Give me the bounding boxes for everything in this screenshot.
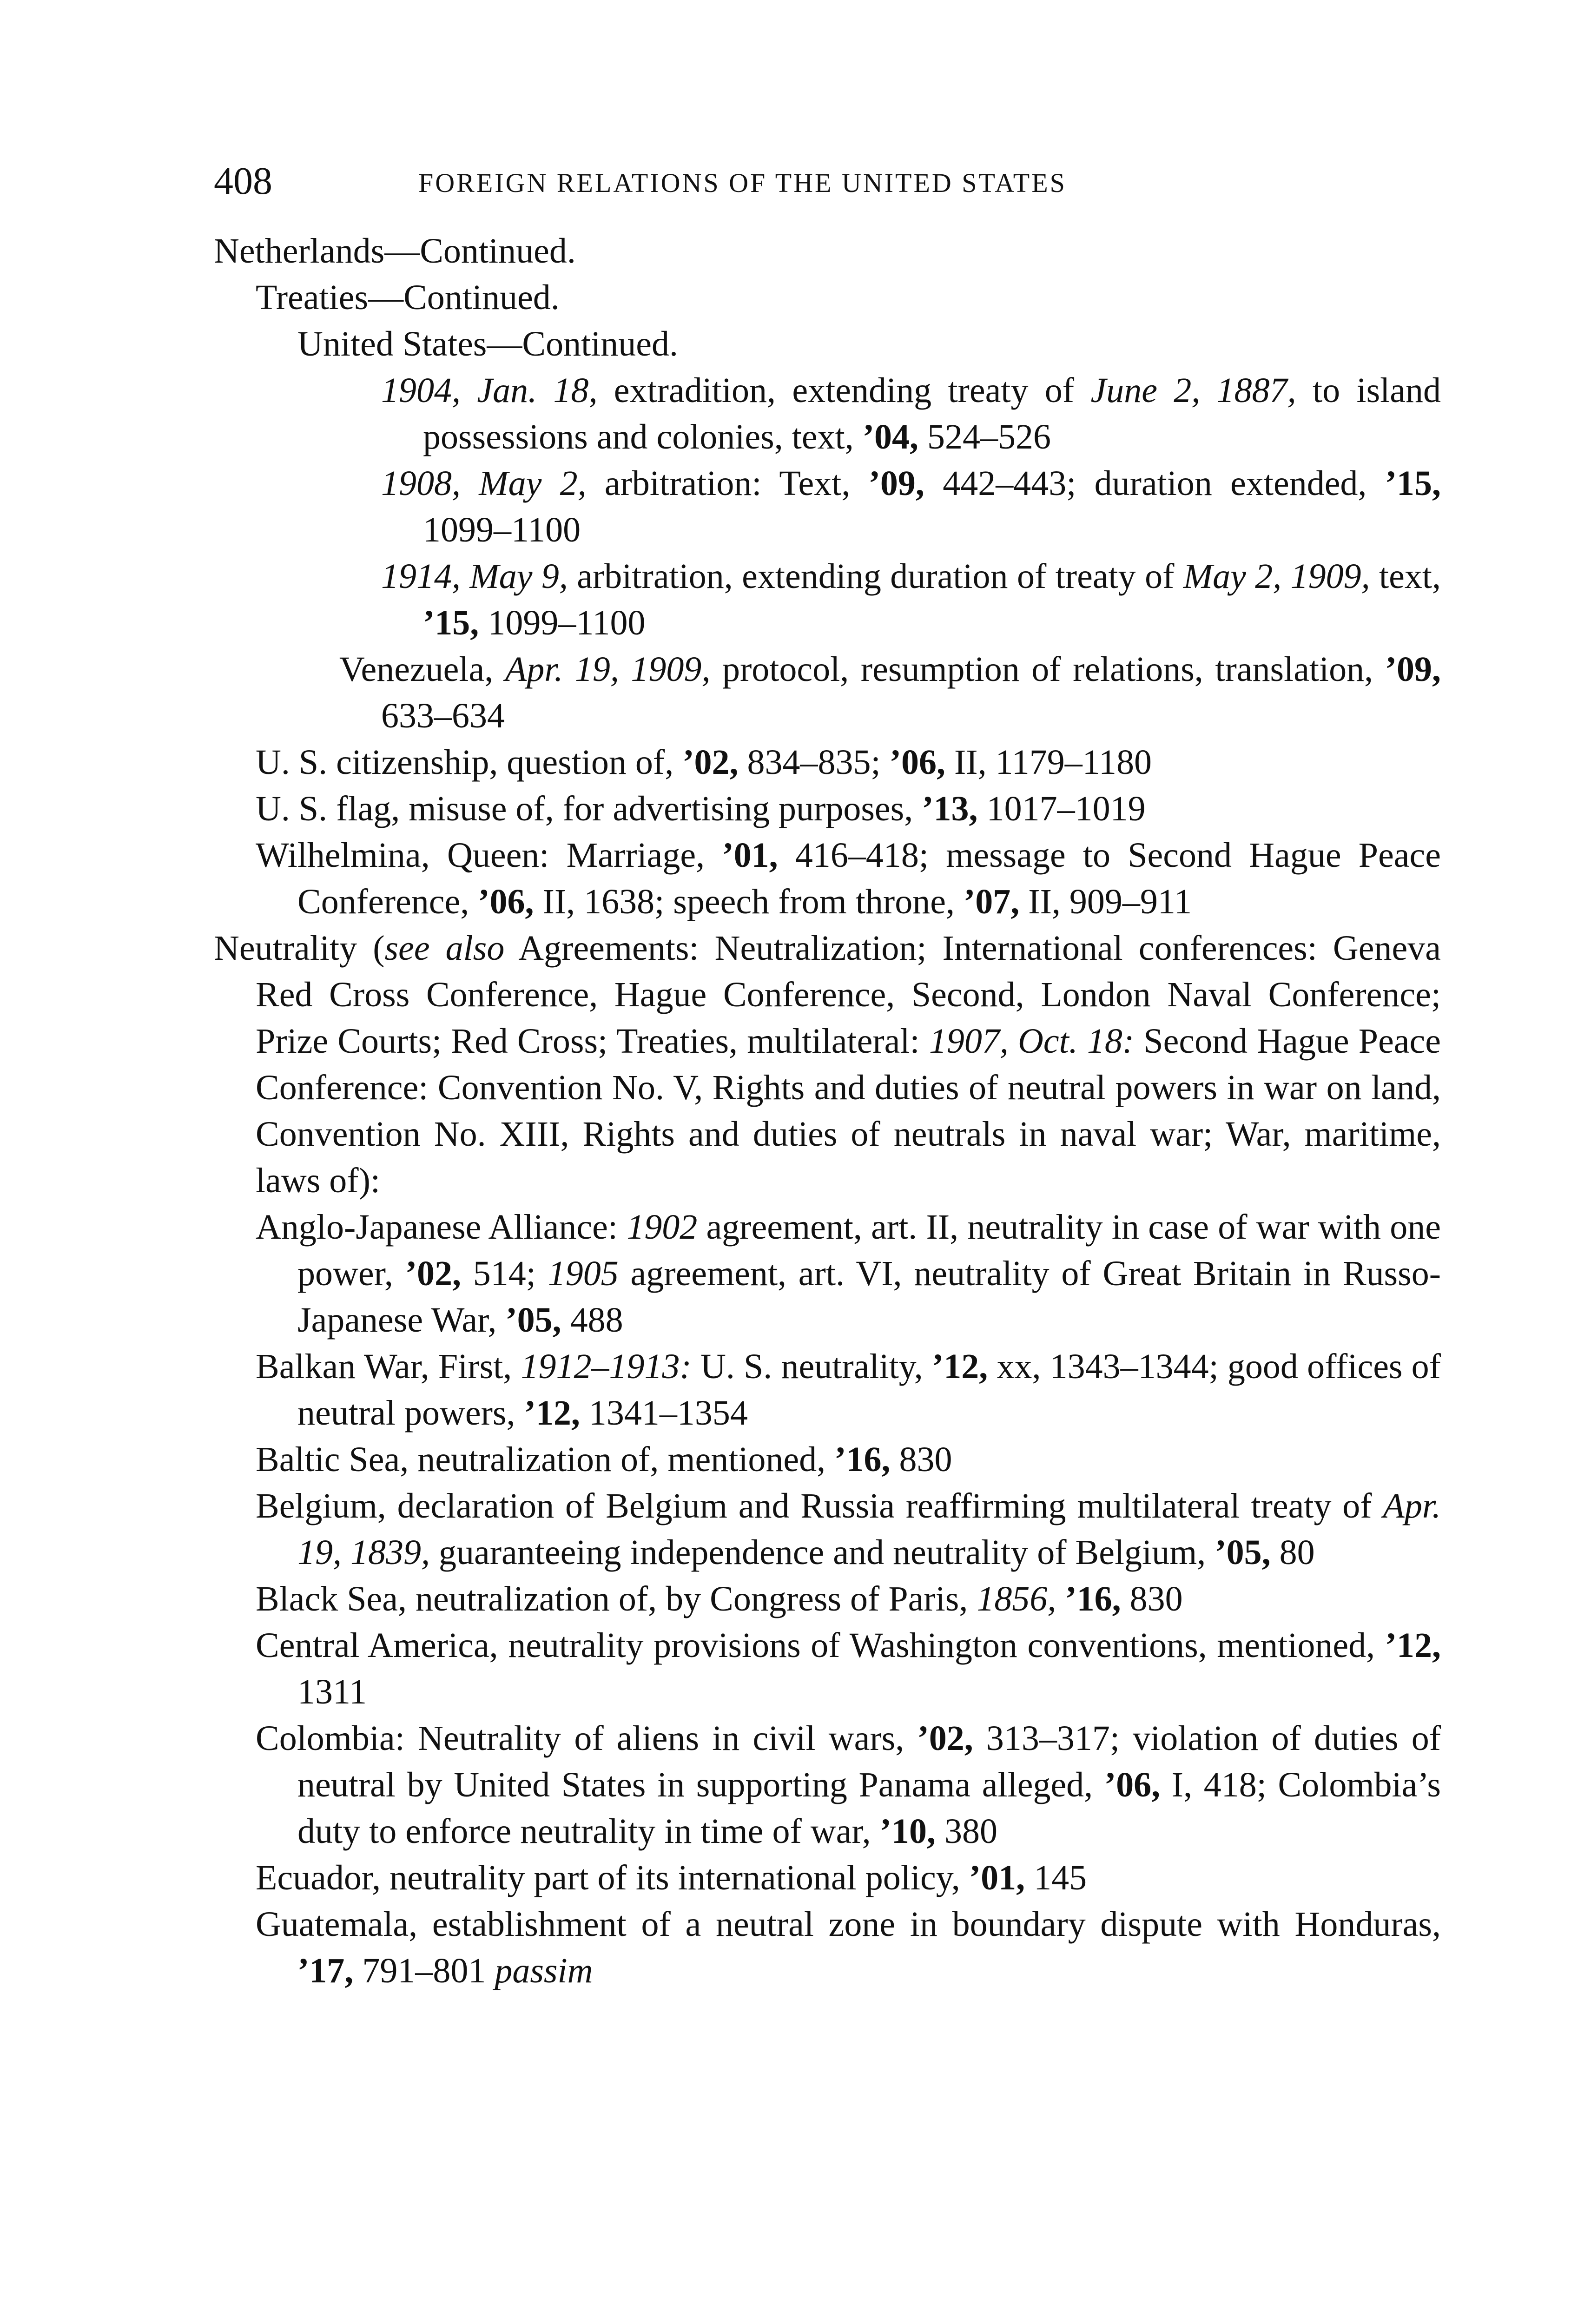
entry-text: 633–634 — [381, 696, 505, 735]
entry-text: Central America, neutrality provisions of Washington conventions, mentioned, — [256, 1626, 1385, 1665]
entry-year-ref: ’06, — [1104, 1765, 1161, 1804]
entry-text: United States—Continued. — [297, 324, 679, 363]
index-entry — [214, 1855, 1441, 1901]
entry-text: Ecuador, neutrality part of its international policy, — [256, 1858, 969, 1897]
entry-text: II, 909–911 — [1019, 882, 1192, 921]
entry-year-ref: ’06, — [889, 743, 945, 782]
entry-text: to island possessions and colonies, text, — [423, 371, 1441, 456]
entry-year-ref: ’12, — [524, 1393, 580, 1433]
entry-text: 834–835; — [738, 743, 890, 782]
entry-year-ref: ’09, — [1385, 650, 1441, 689]
entry-text: text, — [1370, 557, 1441, 596]
entry-text: 416–418; message to Second Hague Peace Conference, — [297, 836, 1441, 921]
page-number: 408 — [214, 159, 272, 203]
index-entry — [214, 832, 1441, 925]
entry-year-ref: ’02, — [405, 1254, 461, 1293]
entry-year-ref: ’10, — [879, 1812, 936, 1851]
entry-year-ref: ’02, — [917, 1719, 973, 1758]
entry-italic-text: 1907, Oct. 18: — [929, 1022, 1135, 1061]
entry-text: Netherlands—Continued. — [214, 231, 576, 271]
index-body — [214, 228, 1441, 1994]
index-entry — [214, 925, 1441, 1204]
entry-year-ref: ’15, — [1385, 464, 1441, 503]
entry-year-ref: ’02, — [682, 743, 739, 782]
page-header — [214, 158, 1441, 209]
index-entry — [214, 739, 1441, 786]
entry-italic-text: see also — [384, 929, 505, 968]
entry-italic-text: May 2, 1909, — [1183, 557, 1370, 596]
entry-text: Treaties—Continued. — [256, 278, 560, 317]
entry-text: U. S. flag, misuse of, for advertising purposes, — [256, 789, 922, 828]
entry-text: Belgium, declaration of Belgium and Russia reaffirming multilateral treaty of — [256, 1486, 1383, 1525]
entry-text: 1311 — [297, 1672, 367, 1711]
entry-italic-text: 1908, May 2, — [381, 464, 587, 503]
entry-year-ref: ’12, — [931, 1347, 988, 1386]
index-entry — [214, 367, 1441, 460]
index-entry — [214, 786, 1441, 832]
entry-italic-text: passim — [495, 1951, 593, 1990]
entry-text: Wilhelmina, Queen: Marriage, — [256, 836, 722, 875]
entry-text: 313–317; violation of duties of neutral by United States in supporting Panama alleged, — [297, 1719, 1441, 1804]
entry-text: Guatemala, establishment of a neutral zone in boundary dispute with Honduras, — [256, 1905, 1441, 1944]
entry-year-ref: ’17, — [297, 1951, 354, 1990]
entry-text: 488 — [561, 1301, 623, 1340]
index-entry — [214, 460, 1441, 553]
index-entry — [214, 1343, 1441, 1436]
index-entry — [214, 1204, 1441, 1343]
entry-year-ref: ’01, — [722, 836, 778, 875]
entry-year-ref: ’07, — [963, 882, 1020, 921]
entry-text: 514; — [461, 1254, 548, 1293]
index-entry — [214, 1576, 1441, 1622]
index-entry — [214, 553, 1441, 646]
index-entry — [214, 646, 1441, 739]
entry-text: Second Hague Peace Conference: Convention No. V, Rights and duties of neutral powers in war on land, Convention No. XIII, Rights and duties of neutrals in naval war; War, maritime, laws of): — [256, 1022, 1441, 1200]
entry-year-ref: ’06, — [478, 882, 534, 921]
entry-italic-text: Apr. 19, 1839, — [297, 1486, 1441, 1572]
entry-text: Anglo-Japanese Alliance: — [256, 1208, 627, 1247]
entry-text — [1056, 1579, 1065, 1618]
entry-text: 80 — [1270, 1533, 1315, 1572]
entry-text: 1099–1100 — [479, 603, 646, 642]
entry-year-ref: ’15, — [423, 603, 479, 642]
index-heading — [214, 321, 1441, 367]
entry-text: xx, 1343–1344; good offices of neutral powers, — [297, 1347, 1441, 1433]
entry-italic-text: June 2, 1887, — [1090, 371, 1296, 410]
entry-text: arbitration, extending duration of treaty of — [568, 557, 1183, 596]
entry-text: 1017–1019 — [977, 789, 1146, 828]
entry-text: agreement, art. VI, neutrality of Great Britain in Russo-Japanese War, — [297, 1254, 1441, 1340]
entry-text: 1341–1354 — [580, 1393, 748, 1433]
entry-text: Black Sea, neutralization of, by Congress of Paris, — [256, 1579, 977, 1618]
entry-text: 830 — [1121, 1579, 1183, 1618]
entry-text: Baltic Sea, neutralization of, mentioned, — [256, 1440, 835, 1479]
entry-text: protocol, resumption of relations, translation, — [710, 650, 1385, 689]
entry-text: II, 1638; speech from throne, — [534, 882, 964, 921]
entry-text: 380 — [935, 1812, 997, 1851]
entry-italic-text: 1902 — [627, 1208, 698, 1247]
entry-year-ref: ’04, — [862, 417, 919, 456]
entry-italic-text: Apr. 19, 1909, — [505, 650, 711, 689]
index-entry — [214, 1901, 1441, 1994]
entry-italic-text: 1905 — [548, 1254, 619, 1293]
entry-year-ref: ’16, — [1065, 1579, 1121, 1618]
index-entry — [214, 1622, 1441, 1715]
entry-text: guaranteeing independence and neutrality of Belgium, — [430, 1533, 1215, 1572]
index-entry — [214, 1715, 1441, 1855]
index-heading — [214, 228, 1441, 274]
entry-year-ref: ’13, — [922, 789, 978, 828]
entry-text: arbitration: Text, — [586, 464, 869, 503]
entry-italic-text: 1904, Jan. 18, — [381, 371, 598, 410]
entry-italic-text: 1914, May 9, — [381, 557, 568, 596]
index-page — [214, 158, 1441, 1994]
index-entry — [214, 1483, 1441, 1576]
entry-text: Venezuela, — [339, 650, 505, 689]
entry-text: I, 418; Colombia’s duty to enforce neutrality in time of war, — [297, 1765, 1441, 1851]
entry-year-ref: ’05, — [1215, 1533, 1271, 1572]
entry-italic-text: 1912–1913: — [521, 1347, 692, 1386]
entry-text: Agreements: Neutralization; International conferences: Geneva Red Cross Conference, Hague Conference, Second, London Naval Conference; Prize Courts; Red Cross; Treaties, multilateral: — [256, 929, 1441, 1061]
entry-year-ref: ’01, — [969, 1858, 1025, 1897]
entry-text: 442–443; duration extended, — [924, 464, 1385, 503]
entry-text: Colombia: Neutrality of aliens in civil wars, — [256, 1719, 918, 1758]
entry-text: U. S. neutrality, — [691, 1347, 932, 1386]
entry-text: Neutrality ( — [214, 929, 385, 968]
entry-text: 791–801 — [353, 1951, 495, 1990]
entry-year-ref: ’16, — [834, 1440, 891, 1479]
running-head: FOREIGN RELATIONS OF THE UNITED STATES — [418, 168, 1067, 198]
entry-text: 524–526 — [918, 417, 1051, 456]
entry-text: 830 — [890, 1440, 952, 1479]
entry-year-ref: ’12, — [1385, 1626, 1441, 1665]
entry-year-ref: ’09, — [868, 464, 924, 503]
entry-text: II, 1179–1180 — [945, 743, 1152, 782]
entry-text: Balkan War, First, — [256, 1347, 521, 1386]
entry-text: agreement, art. II, neutrality in case of war with one power, — [297, 1208, 1441, 1293]
entry-year-ref: ’05, — [505, 1301, 561, 1340]
index-heading — [214, 274, 1441, 321]
entry-text: 1099–1100 — [423, 510, 581, 549]
entry-text: 145 — [1025, 1858, 1087, 1897]
entry-text: U. S. citizenship, question of, — [256, 743, 683, 782]
index-entry — [214, 1436, 1441, 1483]
entry-italic-text: 1856, — [977, 1579, 1056, 1618]
entry-text: extradition, extending treaty of — [597, 371, 1091, 410]
